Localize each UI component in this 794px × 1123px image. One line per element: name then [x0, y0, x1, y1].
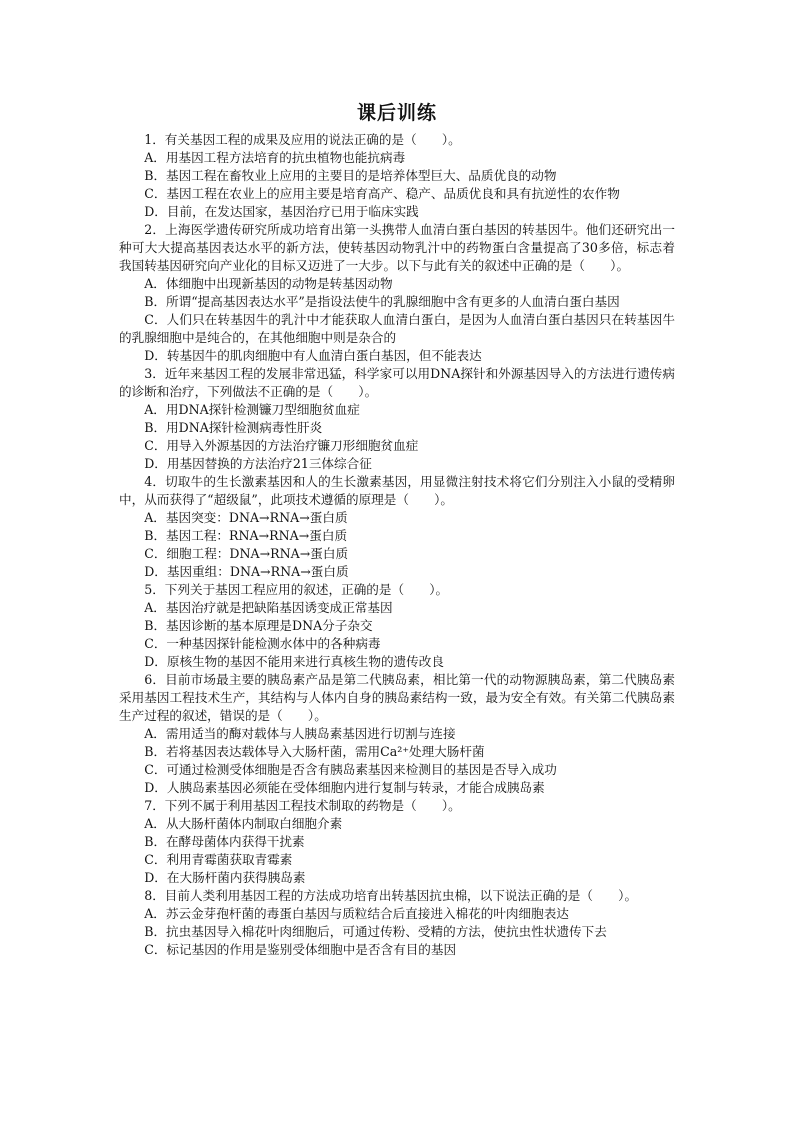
answer-option: D．转基因牛的肌肉细胞中有人血清白蛋白基因，但不能表达: [144, 348, 482, 363]
answer-option: C．一种基因探针能检测水体中的各种病毒: [144, 636, 381, 651]
answer-option: C．标记基因的作用是鉴别受体细胞中是否含有目的基因: [144, 942, 457, 957]
answer-option: A．用基因工程方法培育的抗虫植物也能抗病毒: [144, 150, 406, 165]
answer-option: B．抗虫基因导入棉花叶肉细胞后，可通过传粉、受精的方法，使抗虫性状遗传下去: [144, 924, 607, 939]
answer-option: D．人胰岛素基因必须能在受体细胞内进行复制与转录，才能合成胰岛素: [144, 780, 545, 795]
answer-option: B．若将基因表达载体导入大肠杆菌，需用Ca²⁺处理大肠杆菌: [144, 744, 485, 759]
question-item: [119, 131, 675, 221]
question-stem: 1．有关基因工程的成果及应用的说法正确的是（ ）。: [144, 132, 461, 147]
answer-option: D．用基因替换的方法治疗21三体综合征: [144, 456, 372, 471]
answer-option: C．细胞工程：DNA→RNA→蛋白质: [144, 546, 349, 561]
page-title: 课后训练: [356, 102, 437, 124]
answer-option: A．用DNA探针检测镰刀型细胞贫血症: [144, 402, 360, 417]
question-stem: 2．上海医学遗传研究所成功培育出第一头携带人血清白蛋白基因的转基因牛。他们还研究出一种可大大提高基因表达水平的新方法，使转基因动物乳汁中的药物蛋白含量提高了30多倍，标志着我国转基因研究向产业化的目标又迈进了一大步。以下与此有关的叙述中正确的是（ ）。: [119, 222, 675, 273]
question-item: [119, 221, 675, 365]
question-stem: 3．近年来基因工程的发展非常迅猛，科学家可以用DNA探针和外源基因导入的方法进行遗传病的诊断和治疗，下列做法不正确的是（ ）。: [119, 366, 675, 399]
answer-option: C．可通过检测受体细胞是否含有胰岛素基因来检测目的基因是否导入成功: [144, 762, 557, 777]
question-item: [119, 365, 675, 473]
answer-option: D．基因重组：DNA→RNA→蛋白质: [144, 564, 349, 579]
answer-option: B．基因工程在畜牧业上应用的主要目的是培养体型巨大、品质优良的动物: [144, 168, 557, 183]
answer-option: B．在酵母菌体内获得干扰素: [144, 834, 305, 849]
answer-option: B．基因诊断的基本原理是DNA分子杂交: [144, 618, 373, 633]
answer-option: B．用DNA探针检测病毒性肝炎: [144, 420, 323, 435]
question-stem: 7．下列不属于利用基因工程技术制取的药物是（ ）。: [144, 798, 461, 813]
answer-option: A．基因突变：DNA→RNA→蛋白质: [144, 510, 348, 525]
question-stem: 8．目前人类利用基因工程的方法成功培育出转基因抗虫棉，以下说法正确的是（ ）。: [144, 888, 638, 903]
question-list: [119, 131, 675, 959]
answer-option: A．苏云金芽孢杆菌的毒蛋白基因与质粒结合后直接进入棉花的叶肉细胞表达: [144, 906, 569, 921]
question-stem: 4．切取牛的生长激素基因和人的生长激素基因，用显微注射技术将它们分别注入小鼠的受精卵中，从而获得了“超级鼠”，此项技术遵循的原理是（ ）。: [119, 474, 675, 507]
answer-option: D．目前，在发达国家，基因治疗已用于临床实践: [144, 204, 419, 219]
answer-option: B．基因工程：RNA→RNA→蛋白质: [144, 528, 348, 543]
question-item: [119, 797, 675, 887]
answer-option: D．在大肠杆菌内获得胰岛素: [144, 870, 306, 885]
answer-option: B．所谓“提高基因表达水平”是指设法使牛的乳腺细胞中含有更多的人血清白蛋白基因: [144, 294, 620, 309]
question-stem: 5．下列关于基因工程应用的叙述，正确的是（ ）。: [144, 582, 449, 597]
answer-option: C．利用青霉菌获取青霉素: [144, 852, 293, 867]
answer-option: A．基因治疗就是把缺陷基因诱变成正常基因: [144, 600, 393, 615]
answer-option: D．原核生物的基因不能用来进行真核生物的遗传改良: [144, 654, 444, 669]
question-stem: 6．目前市场最主要的胰岛素产品是第二代胰岛素，相比第一代的动物源胰岛素，第二代胰岛素采用基因工程技术生产，其结构与人体内自身的胰岛素结构一致，最为安全有效。有关第二代胰岛素生产过程的叙述，错误的是（ ）。: [119, 672, 675, 723]
answer-option: C．基因工程在农业上的应用主要是培育高产、稳产、品质优良和具有抗逆性的农作物: [144, 186, 620, 201]
question-item: [119, 581, 675, 671]
document-page: [119, 98, 675, 959]
answer-option: C．人们只在转基因牛的乳汁中才能获取人血清白蛋白，是因为人血清白蛋白基因只在转基因牛的乳腺细胞中是纯合的，在其他细胞中则是杂合的: [119, 312, 675, 345]
question-item: [119, 473, 675, 581]
answer-option: C．用导入外源基因的方法治疗镰刀形细胞贫血症: [144, 438, 419, 453]
answer-option: A．从大肠杆菌体内制取白细胞介素: [144, 816, 343, 831]
answer-option: A．体细胞中出现新基因的动物是转基因动物: [144, 276, 393, 291]
question-item: [119, 671, 675, 797]
answer-option: A．需用适当的酶对载体与人胰岛素基因进行切割与连接: [144, 726, 456, 741]
question-item: [119, 887, 675, 959]
